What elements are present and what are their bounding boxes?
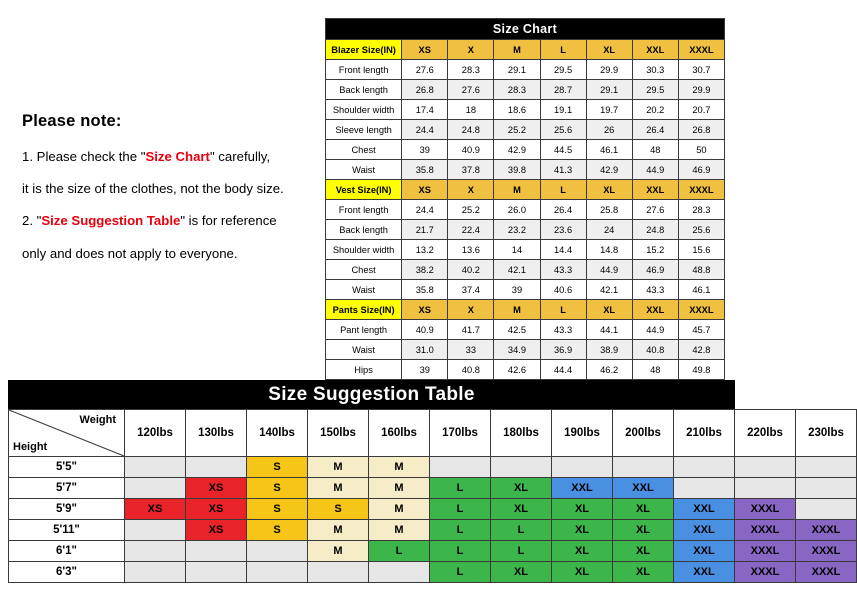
suggestion-cell-empty <box>552 457 613 478</box>
size-chart-cell: 19.1 <box>540 100 586 120</box>
suggestion-cell: M <box>308 520 369 541</box>
table-row <box>326 240 725 260</box>
size-chart-cell: 25.2 <box>448 200 494 220</box>
height-row-header: 6'3" <box>9 562 125 583</box>
size-chart-column-header: XXXL <box>678 180 724 200</box>
size-chart-cell: 44.1 <box>586 320 632 340</box>
table-row <box>326 60 725 80</box>
size-chart-cell: 18.6 <box>494 100 540 120</box>
size-chart-cell: 20.7 <box>678 100 724 120</box>
size-chart-column-header: XS <box>402 300 448 320</box>
size-chart-cell: 44.9 <box>632 160 678 180</box>
size-chart-row-label: Shoulder width <box>326 100 402 120</box>
suggestion-cell-empty <box>491 457 552 478</box>
size-chart-cell: 21.7 <box>402 220 448 240</box>
size-chart-cell: 39 <box>402 360 448 380</box>
size-chart-cell: 18 <box>448 100 494 120</box>
size-chart-row-label: Waist <box>326 340 402 360</box>
table-row <box>9 457 857 478</box>
weight-column-header: 180lbs <box>491 410 552 457</box>
size-chart-cell: 20.2 <box>632 100 678 120</box>
suggestion-cell: XXL <box>674 541 735 562</box>
size-chart-cell: 40.2 <box>448 260 494 280</box>
note-line-2-pre: it is the size of the clothes, not the body size. <box>22 181 284 197</box>
suggestion-cell-empty <box>796 499 857 520</box>
note-line-3-pre: 2. " <box>22 213 42 229</box>
size-chart-column-header: X <box>448 40 494 60</box>
size-chart-cell: 27.6 <box>402 60 448 80</box>
size-chart-cell: 14 <box>494 240 540 260</box>
table-row <box>326 320 725 340</box>
size-chart-column-header: X <box>448 300 494 320</box>
weight-column-header: 190lbs <box>552 410 613 457</box>
size-chart-cell: 50 <box>678 140 724 160</box>
size-chart-group-label: Blazer Size(IN) <box>326 40 402 60</box>
size-chart-cell: 46.9 <box>678 160 724 180</box>
size-chart-cell: 46.9 <box>632 260 678 280</box>
suggestion-cell: M <box>308 457 369 478</box>
size-suggestion-table <box>8 409 857 583</box>
size-chart-cell: 13.2 <box>402 240 448 260</box>
size-chart-group-label: Vest Size(IN) <box>326 180 402 200</box>
suggestion-cell-empty <box>125 457 186 478</box>
note-line-1 <box>22 149 322 164</box>
size-chart-cell: 24.4 <box>402 120 448 140</box>
size-chart-cell: 42.1 <box>586 280 632 300</box>
table-row <box>326 80 725 100</box>
suggestion-cell: L <box>430 478 491 499</box>
suggestion-cell: L <box>491 541 552 562</box>
weight-column-header: 200lbs <box>613 410 674 457</box>
size-chart-cell: 14.4 <box>540 240 586 260</box>
size-chart-cell: 42.8 <box>678 340 724 360</box>
suggestion-cell: XXL <box>674 562 735 583</box>
size-chart-cell: 15.2 <box>632 240 678 260</box>
size-chart-cell: 48.8 <box>678 260 724 280</box>
suggestion-cell-empty <box>125 520 186 541</box>
size-chart-cell: 34.9 <box>494 340 540 360</box>
suggestion-cell: XL <box>613 562 674 583</box>
suggestion-cell: XL <box>491 478 552 499</box>
suggestion-cell: XS <box>186 478 247 499</box>
table-row <box>9 478 857 499</box>
size-chart-row-label: Shoulder width <box>326 240 402 260</box>
size-chart-cell: 33 <box>448 340 494 360</box>
suggestion-cell: XL <box>613 541 674 562</box>
suggestion-cell-empty <box>735 457 796 478</box>
note-line-4-pre: only and does not apply to everyone. <box>22 245 238 261</box>
suggestion-cell: XL <box>552 541 613 562</box>
size-chart-cell: 37.4 <box>448 280 494 300</box>
suggestion-cell-empty <box>796 478 857 499</box>
size-chart-cell: 24 <box>586 220 632 240</box>
suggestion-cell: M <box>369 520 430 541</box>
size-chart-cell: 38.2 <box>402 260 448 280</box>
suggestion-cell-empty <box>369 562 430 583</box>
suggestion-cell: XXXL <box>735 520 796 541</box>
suggestion-cell: XL <box>491 562 552 583</box>
note-line-1-post: " carefully, <box>209 149 271 164</box>
size-chart-cell: 29.5 <box>632 80 678 100</box>
size-chart-cell: 39 <box>402 140 448 160</box>
please-note-block <box>22 112 322 278</box>
suggestion-cell-empty <box>308 562 369 583</box>
size-chart-cell: 28.7 <box>540 80 586 100</box>
weight-axis-label: Weight <box>79 414 116 426</box>
suggestion-cell-empty <box>125 478 186 499</box>
note-line-1-highlight: Size Chart <box>145 149 210 164</box>
size-chart-cell: 40.8 <box>632 340 678 360</box>
suggestion-cell: XS <box>186 520 247 541</box>
table-row <box>326 200 725 220</box>
size-chart-cell: 28.3 <box>494 80 540 100</box>
note-line-3 <box>22 213 322 228</box>
size-chart-cell: 25.8 <box>586 200 632 220</box>
suggestion-cell: XL <box>552 520 613 541</box>
size-chart-cell: 31.0 <box>402 340 448 360</box>
size-suggestion-title: Size Suggestion Table <box>8 380 735 409</box>
suggestion-cell-empty <box>186 541 247 562</box>
suggestion-cell: S <box>247 499 308 520</box>
size-chart-column-header: M <box>494 300 540 320</box>
size-chart-group-header <box>326 300 725 320</box>
size-chart-cell: 36.9 <box>540 340 586 360</box>
size-chart-cell: 44.5 <box>540 140 586 160</box>
suggestion-cell: XL <box>613 499 674 520</box>
size-chart-title: Size Chart <box>326 19 725 40</box>
size-chart-cell: 15.6 <box>678 240 724 260</box>
suggestion-cell: XXXL <box>796 520 857 541</box>
size-chart-cell: 46.2 <box>586 360 632 380</box>
weight-column-header: 140lbs <box>247 410 308 457</box>
table-row <box>326 280 725 300</box>
size-chart-cell: 25.2 <box>494 120 540 140</box>
size-chart-column-header: XS <box>402 180 448 200</box>
size-chart-cell: 25.6 <box>678 220 724 240</box>
size-chart-row-label: Front length <box>326 200 402 220</box>
weight-column-header: 230lbs <box>796 410 857 457</box>
size-chart-cell: 28.3 <box>678 200 724 220</box>
table-row <box>326 140 725 160</box>
size-chart-column-header: XS <box>402 40 448 60</box>
suggestion-cell: S <box>308 499 369 520</box>
size-chart-cell: 23.6 <box>540 220 586 240</box>
note-line-1-pre: 1. Please check the " <box>22 149 146 164</box>
size-chart-cell: 40.8 <box>448 360 494 380</box>
suggestion-cell: L <box>369 541 430 562</box>
table-row <box>326 100 725 120</box>
table-row <box>9 520 857 541</box>
weight-column-header: 210lbs <box>674 410 735 457</box>
size-chart-column-header: L <box>540 40 586 60</box>
size-chart-cell: 42.9 <box>494 140 540 160</box>
size-chart-cell: 40.6 <box>540 280 586 300</box>
size-chart-cell: 49.8 <box>678 360 724 380</box>
size-chart-row-label: Waist <box>326 160 402 180</box>
size-chart-cell: 26.4 <box>540 200 586 220</box>
suggestion-cell-empty <box>125 541 186 562</box>
size-chart-row-label: Waist <box>326 280 402 300</box>
weight-column-header: 120lbs <box>125 410 186 457</box>
size-chart-cell: 46.1 <box>678 280 724 300</box>
size-chart-cell: 45.7 <box>678 320 724 340</box>
table-row <box>9 562 857 583</box>
height-row-header: 5'11" <box>9 520 125 541</box>
height-row-header: 5'9" <box>9 499 125 520</box>
size-chart-cell: 14.8 <box>586 240 632 260</box>
size-chart-cell: 35.8 <box>402 280 448 300</box>
size-chart-cell: 22.4 <box>448 220 494 240</box>
size-chart-column-header: XXL <box>632 180 678 200</box>
size-chart-cell: 42.9 <box>586 160 632 180</box>
size-chart-cell: 40.9 <box>448 140 494 160</box>
suggestion-cell: XXL <box>552 478 613 499</box>
size-chart-cell: 23.2 <box>494 220 540 240</box>
size-chart-row-label: Back length <box>326 80 402 100</box>
note-title: Please note: <box>22 112 122 130</box>
size-chart-cell: 25.6 <box>540 120 586 140</box>
weight-column-header: 160lbs <box>369 410 430 457</box>
size-chart-column-header: M <box>494 180 540 200</box>
size-chart-cell: 39 <box>494 280 540 300</box>
suggestion-cell-empty <box>735 478 796 499</box>
size-chart-title-row <box>326 19 725 40</box>
suggestion-cell-empty <box>430 457 491 478</box>
size-chart-cell: 17.4 <box>402 100 448 120</box>
size-chart-cell: 24.8 <box>632 220 678 240</box>
size-chart-cell: 41.7 <box>448 320 494 340</box>
suggestion-cell-empty <box>613 457 674 478</box>
note-line-4 <box>22 246 322 261</box>
size-chart-cell: 29.9 <box>678 80 724 100</box>
suggestion-cell: XXXL <box>796 562 857 583</box>
weight-column-header: 150lbs <box>308 410 369 457</box>
size-chart-column-header: X <box>448 180 494 200</box>
size-chart-column-header: XXL <box>632 300 678 320</box>
suggestion-cell: S <box>247 457 308 478</box>
suggestion-cell: L <box>430 499 491 520</box>
table-row <box>326 220 725 240</box>
suggestion-cell-empty <box>674 457 735 478</box>
suggestion-cell: XL <box>491 499 552 520</box>
size-chart-cell: 28.3 <box>448 60 494 80</box>
size-chart-group-header <box>326 180 725 200</box>
size-chart-column-header: XXL <box>632 40 678 60</box>
size-chart-cell: 43.3 <box>540 260 586 280</box>
size-chart-column-header: XL <box>586 40 632 60</box>
size-chart-cell: 13.6 <box>448 240 494 260</box>
size-chart-cell: 37.8 <box>448 160 494 180</box>
table-row <box>326 120 725 140</box>
size-chart-cell: 46.1 <box>586 140 632 160</box>
suggestion-cell: XXXL <box>735 541 796 562</box>
note-line-3-post: " is for reference <box>180 213 277 229</box>
size-chart-cell: 48 <box>632 360 678 380</box>
height-row-header: 5'7" <box>9 478 125 499</box>
suggestion-cell: M <box>369 457 430 478</box>
weight-height-corner <box>9 410 125 457</box>
size-chart-cell: 29.5 <box>540 60 586 80</box>
suggestion-cell-empty <box>247 562 308 583</box>
size-chart-cell: 48 <box>632 140 678 160</box>
suggestion-cell: XL <box>552 499 613 520</box>
size-chart-cell: 30.7 <box>678 60 724 80</box>
size-chart-group-label: Pants Size(IN) <box>326 300 402 320</box>
size-chart-column-header: XXXL <box>678 300 724 320</box>
size-chart-cell: 29.1 <box>494 60 540 80</box>
table-row <box>9 541 857 562</box>
suggestion-cell: M <box>369 478 430 499</box>
size-chart-column-header: XXXL <box>678 40 724 60</box>
size-chart-row-label: Chest <box>326 260 402 280</box>
suggestion-cell: XXL <box>613 478 674 499</box>
size-chart-cell: 44.4 <box>540 360 586 380</box>
size-chart-row-label: Sleeve length <box>326 120 402 140</box>
weight-column-header: 220lbs <box>735 410 796 457</box>
suggestion-cell: L <box>491 520 552 541</box>
note-line-3-highlight: Size Suggestion Table <box>41 213 181 229</box>
note-line-2 <box>22 181 322 196</box>
size-chart-column-header: XL <box>586 300 632 320</box>
size-chart-cell: 24.8 <box>448 120 494 140</box>
size-chart-cell: 26.4 <box>632 120 678 140</box>
table-row <box>326 340 725 360</box>
suggestion-cell: S <box>247 520 308 541</box>
size-chart-row-label: Back length <box>326 220 402 240</box>
size-chart-cell: 29.1 <box>586 80 632 100</box>
size-chart-column-header: XL <box>586 180 632 200</box>
size-chart-column-header: L <box>540 180 586 200</box>
size-chart-column-header: L <box>540 300 586 320</box>
suggestion-cell: M <box>308 478 369 499</box>
suggestion-cell: XXXL <box>796 541 857 562</box>
size-chart-cell: 41.3 <box>540 160 586 180</box>
suggestion-cell: L <box>430 520 491 541</box>
size-chart-cell: 26 <box>586 120 632 140</box>
height-axis-label: Height <box>13 441 48 453</box>
suggestion-cell: XXL <box>674 499 735 520</box>
suggestion-cell: S <box>247 478 308 499</box>
suggestion-cell: XXXL <box>735 499 796 520</box>
size-chart-group-header <box>326 40 725 60</box>
size-chart-cell: 35.8 <box>402 160 448 180</box>
size-chart-cell: 27.6 <box>448 80 494 100</box>
table-row <box>326 160 725 180</box>
size-chart-cell: 39.8 <box>494 160 540 180</box>
size-chart-row-label: Front length <box>326 60 402 80</box>
size-chart-cell: 43.3 <box>632 280 678 300</box>
suggestion-header-row <box>9 410 857 457</box>
suggestion-cell: XL <box>552 562 613 583</box>
size-chart-row-label: Pant length <box>326 320 402 340</box>
size-chart-cell: 43.3 <box>540 320 586 340</box>
table-row <box>9 499 857 520</box>
suggestion-cell-empty <box>186 562 247 583</box>
suggestion-cell-empty <box>796 457 857 478</box>
size-chart-column-header: M <box>494 40 540 60</box>
suggestion-cell: XXL <box>674 520 735 541</box>
size-chart-table <box>325 18 725 380</box>
suggestion-cell-empty <box>247 541 308 562</box>
suggestion-cell: L <box>430 562 491 583</box>
suggestion-cell: M <box>308 541 369 562</box>
size-chart-cell: 40.9 <box>402 320 448 340</box>
size-chart-cell: 30.3 <box>632 60 678 80</box>
suggestion-cell: L <box>430 541 491 562</box>
table-row <box>326 360 725 380</box>
weight-column-header: 170lbs <box>430 410 491 457</box>
size-chart-cell: 27.6 <box>632 200 678 220</box>
size-chart-cell: 42.1 <box>494 260 540 280</box>
height-row-header: 6'1" <box>9 541 125 562</box>
suggestion-cell-empty <box>186 457 247 478</box>
suggestion-cell: M <box>369 499 430 520</box>
size-chart-cell: 38.9 <box>586 340 632 360</box>
size-chart-row-label: Hips <box>326 360 402 380</box>
size-chart-cell: 42.5 <box>494 320 540 340</box>
size-suggestion-block <box>8 380 844 583</box>
size-chart-cell: 24.4 <box>402 200 448 220</box>
height-row-header: 5'5" <box>9 457 125 478</box>
suggestion-cell: XL <box>613 520 674 541</box>
suggestion-cell-empty <box>125 562 186 583</box>
size-chart-cell: 26.8 <box>678 120 724 140</box>
table-row <box>326 260 725 280</box>
suggestion-cell-empty <box>674 478 735 499</box>
size-chart-cell: 19.7 <box>586 100 632 120</box>
size-chart-cell: 44.9 <box>632 320 678 340</box>
size-chart-cell: 29.9 <box>586 60 632 80</box>
size-chart-cell: 42.6 <box>494 360 540 380</box>
suggestion-cell: XXXL <box>735 562 796 583</box>
suggestion-cell: XS <box>186 499 247 520</box>
size-chart-cell: 44.9 <box>586 260 632 280</box>
suggestion-cell: XS <box>125 499 186 520</box>
weight-column-header: 130lbs <box>186 410 247 457</box>
size-chart-cell: 26.0 <box>494 200 540 220</box>
size-chart-cell: 26.8 <box>402 80 448 100</box>
size-chart-row-label: Chest <box>326 140 402 160</box>
